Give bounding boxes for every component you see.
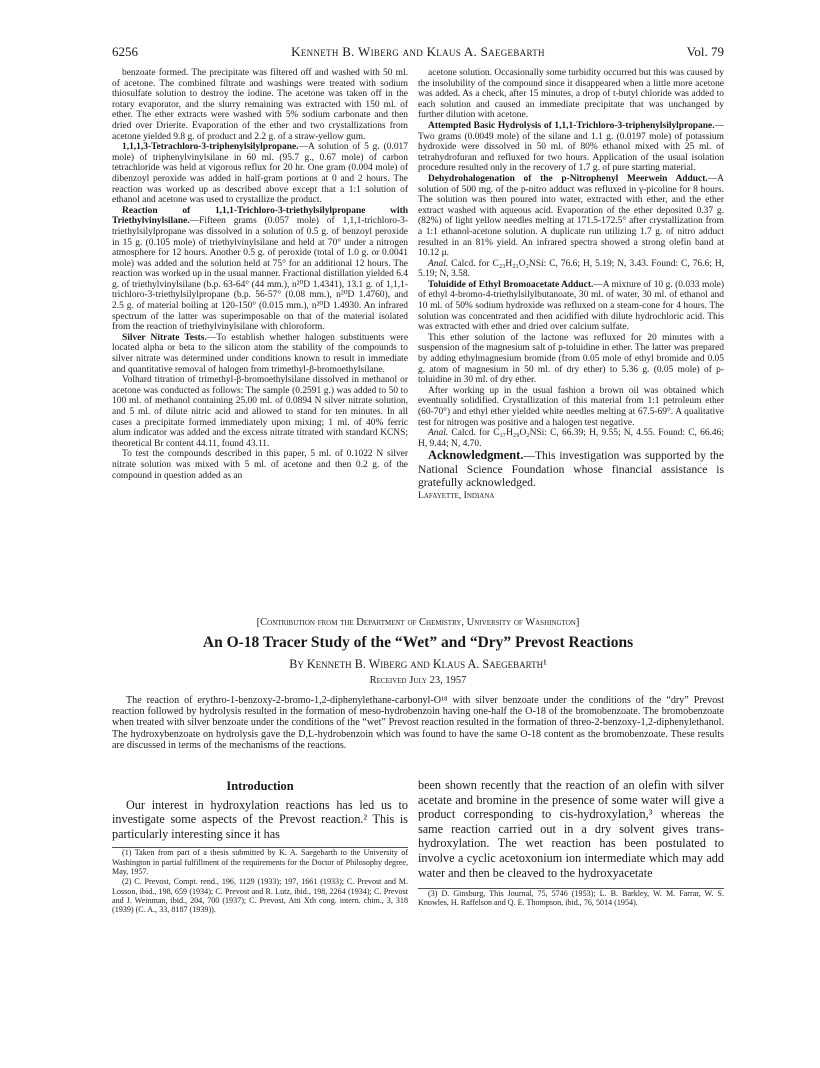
paragraph-text: This ether solution of the lactone was refluxed for 20 minutes with a suspension of the magnesium salt of p-toluidine in ether. The latter was prepared by adding ethylmagnesium bromide (from 0.05 mole of ethyl bromide and 0.05 g. atom of magnesium in 50 ml. of dry ether) to 5.36 g. (0.05 mole) of p-toluidine in 30 ml. of dry ether. bbox=[418, 332, 724, 386]
analysis-label: Anal. bbox=[428, 428, 449, 439]
paragraph-text: Calcd. for C₂₃H₂₁O₂NSi: C, 76.6; H, 5.19; N, 3.43. Found: C, 76.6; H, 5.19; N, 3.58. bbox=[418, 258, 724, 280]
analysis-label: Anal. bbox=[428, 258, 449, 269]
acknowledgment bbox=[418, 449, 724, 489]
volume-label: Vol. 79 bbox=[686, 44, 724, 59]
paragraph bbox=[418, 259, 724, 280]
paragraph bbox=[112, 68, 408, 142]
paragraph bbox=[112, 449, 408, 481]
left-column-bottom bbox=[112, 779, 408, 915]
paragraph-text: Volhard titration of trimethyl-β-bromoethylsilane dissolved in methanol or acetone was conducted as follows: The sample (0.2591 g.) was added to 50 to 100 ml. of methanol containing 25.00 ml. of 0.0894 N silver nitrate solution, and 5 ml. of dilute nitric acid and allowed to stand for ten minutes. In all cases a precipitate formed immediately upon mixing; 1 ml. of 40% ferric alum indicator was added and the excess nitrate titrated with standard KCNS; theoretical Br content 44.11, found 43.11. bbox=[112, 375, 408, 449]
paragraph-text: —A solution of 5 g. (0.017 mole) of triphenylvinylsilane in 60 ml. (95.7 g., 0.67 mole) of carbon tetrachloride was held at vigorous reflux for 20 hr. One gram (0.004 mole) of dibenzoyl peroxide was added in half-gram portions at 0 and 2 hours. The reaction was worked up as described above except that a 1:1 solution of ethanol and acetone was used to crystallize the product. bbox=[112, 142, 408, 206]
running-header bbox=[112, 44, 724, 60]
paragraph-text: benzoate formed. The precipitate was filtered off and washed with 50 ml. of acetone. The combined filtrate and washings were treated with sodium thiosulfate solution to destroy the iodine. The acetone was taken off in the rotary evaporator, and the slurry remaining was extracted with 150 ml. of ether. The ether extracts were washed with 5% sodium carbonate and then dried over Drierite. Evaporation of the ether and two crystallizations from acetone yielded 9.8 g. of product and 2.2 g. of a straw-yellow gum. bbox=[112, 68, 408, 142]
contribution-line: [Contribution from the Department of Chemistry, University of Washington] bbox=[256, 617, 580, 628]
article-title: An O-18 Tracer Study of the “Wet” and “Dry” Prevost Reactions bbox=[202, 634, 634, 651]
run-in-heading: Reaction of 1,1,1-Trichloro-3-triethylsilylpropane with Triethylvinylsilane. bbox=[112, 205, 408, 227]
paragraph bbox=[418, 121, 724, 174]
right-column-bottom bbox=[418, 778, 724, 909]
paragraph bbox=[112, 333, 408, 375]
acknowledgment-text: —This investigation was supported by the National Science Foundation whose financial assistance is gratefully acknowledged. bbox=[418, 449, 724, 489]
paragraph bbox=[418, 386, 724, 428]
paragraph bbox=[418, 280, 724, 333]
footnotes-right bbox=[418, 888, 724, 908]
paragraph bbox=[418, 174, 724, 259]
footnote: (1) Taken from part of a thesis submitted by K. A. Saegebarth to the University of Washington in partial fulfillment of the requirements for the Doctor of Philosophy degree, May, 1957. bbox=[112, 848, 408, 876]
received-date: Received July 23, 1957 bbox=[369, 675, 467, 686]
affiliation-place: Lafayette, Indiana bbox=[418, 490, 495, 502]
right-column-paragraphs bbox=[418, 68, 724, 449]
introduction-left-text: Our interest in hydroxylation reactions has led us to investigate some aspects of the Prevost reaction.² This is particularly interesting since it has bbox=[112, 797, 408, 841]
paragraph-text: To test the compounds described in this paper, 5 ml. of 0.1022 N silver nitrate solution was mixed with 5 ml. of acetone and then 0.2 g. of the compound in question added as an bbox=[112, 449, 408, 481]
abstract-text: The reaction of erythro-1-benzoxy-2-bromo-1,2-diphenylethane-carbonyl-O¹⁸ with silver benzoate under the conditions of the “dry” Prevost reaction followed by hydrolysis resulted in the formation of meso-hydrobenzoin having one-half the O-18 of the bromobenzoate. The bromobenzoate when treated with silver benzoate under the conditions of the “wet” Prevost reaction resulted in the formation of threo-2-benzoxy-1,2-diphenylethanol. The hydroxybenzoate on hydrolysis gave the D,L-hydrobenzoin which was found to have the same O-18 content as the bromobenzoate. These results are discussed in terms of the mechanisms of the reactions. bbox=[112, 695, 724, 751]
paragraph-text: Calcd. for C₁₇H₂₉O₂NSi: C, 66.39; H, 9.55; N, 4.55. Found: C, 66.46; H, 9.44; N, 4.70. bbox=[418, 428, 724, 449]
footnote: (2) C. Prevost, Compt. rend., 196, 1129 (1933); 197, 1661 (1933); C. Prevost and M. Losson, ibid., 198, 659 (1934); C. Prevost and R. Lutz, ibid., 198, 2264 (1934); C. Prevost and J. Weinman, ibid., 204, 700 (1937); C. Prevost, Atti Xth cong. intern. chim., 3, 318 (1939) (C. A., 33, 8187 (1939)). bbox=[112, 877, 408, 915]
introduction-heading: Introduction bbox=[226, 779, 294, 793]
paragraph-text: After working up in the usual fashion a brown oil was obtained which eventually solidified. Crystallization of this material from 1:1 petroleum ether (60-70°) and ethyl ether yielded white needles melting at 67.5-69°. A qualitative test for nitrogen was positive and a halogen test negative. bbox=[418, 385, 724, 428]
paragraph bbox=[418, 428, 724, 449]
right-column-top bbox=[418, 68, 724, 608]
paragraph bbox=[112, 206, 408, 333]
paragraph bbox=[418, 68, 724, 121]
footnotes-left bbox=[112, 847, 408, 914]
paragraph bbox=[112, 375, 408, 449]
paragraph-text: —A solution of 500 mg. of the p-nitro adduct was refluxed in γ-picoline for 8 hours. The solution was then poured into water, extracted with ether, and the ether extract washed with aqueous acid. Evaporation of the ether deposited 0.37 g. (82%) of light yellow needles melting at 171.5-172.5° after crystallization from a 1:1 ethanol-acetone solution. A duplicate run utilizing 1.7 g. of nitro adduct resulted in an 81% yield. An infrared spectra showed a strong olefin band at 10.12 μ. bbox=[418, 173, 724, 259]
introduction-right-text: been shown recently that the reaction of an olefin with silver acetate and bromine in the presence of some water will give a product corresponding to cis-hydroxylation,³ whereas the same reaction carried out in a dry solvent gives trans-hydroxylation. The wet reaction has been postulated to involve a cyclic acetoxonium ion intermediate which may add water and then be cleaved to the hydroxyacetate bbox=[418, 778, 724, 880]
footnote: (3) D. Ginsburg, This Journal, 75, 5746 (1953); L. B. Barkley, W. M. Farrar, W. S. Knowles, H. Raffelson and Q. E. Thompson, ibid., 76, 5014 (1954). bbox=[418, 889, 724, 908]
left-column-top bbox=[112, 68, 408, 608]
paragraph-text: —A mixture of 10 g. (0.033 mole) of ethyl 4-bromo-4-triethylsilylbutanoate, 30 ml. of water, 30 ml. of ethanol and 10 ml. of 50% sodium hydroxide was refluxed on a steam-cone for 4 hours. The solution was concentrated and then acidified with dilute hydrochloric acid. This was extracted with ether and dried over calcium sulfate. bbox=[418, 279, 724, 333]
run-in-heading: Toluidide of Ethyl Bromoacetate Adduct. bbox=[428, 279, 594, 290]
run-in-heading: Silver Nitrate Tests. bbox=[122, 332, 207, 343]
run-in-heading: Dehydrohalogenation of the p-Nitrophenyl Meerwein Adduct. bbox=[428, 173, 708, 184]
run-in-heading: 1,1,1,3-Tetrachloro-3-triphenylsilylpropane. bbox=[122, 142, 299, 153]
acknowledgment-heading: Acknowledgment. bbox=[428, 448, 524, 463]
paragraph-text: —Fifteen grams (0.057 mole) of 1,1,1-trichloro-3-triethylsilylpropane was dissolved in a solution of 0.5 g. of benzoyl peroxide in 15 g. (0.105 mole) of triethylvinylsilane and held at 70° under a nitrogen atmosphere for 12 hours. Another 0.5 g. of peroxide (total of 1.0 g. or 0.0041 mole) was added and the solution held at 75° for an additional 12 hours. The reaction was worked up in the usual manner. Fractional distillation yielded 6.4 g. of triethylvinylsilane (b.p. 63-64° (44 mm.), n²⁰D 1.4341), 13.1 g. of 1,1,1-trichloro-3-triethylsilylpropane (b.p. 56-57° (0.08 mm.), n²⁰D 1.4760), and 2.5 g. of material boiling at 120-150° (0.015 mm.), n²⁰D 1.4930. An infrared spectrum of the latter was superimposable on that of the material isolated from the reaction of triethylvinylsilane with chloroform. bbox=[112, 216, 408, 333]
article-authors: By Kenneth B. Wiberg and Klaus A. Saegebarth¹ bbox=[289, 657, 547, 671]
paragraph-text: —To establish whether halogen substituents were located alpha or beta to the silicon atom the stability of the compounds to silver nitrate was determined under conditions known to result in immediate and quantitative removal of halogen from trimethyl-β-bromoethylsilane. bbox=[112, 332, 409, 375]
paragraph-text: —Two grams (0.0049 mole) of the silane and 1.1 g. (0.0197 mole) of potassium hydroxide were dissolved in 50 ml. of 80% ethanol mixed with 25 ml. of tetrahydrofuran and refluxed for two hours. Application of the usual isolation procedure resulted only in the recovery of 1.7 g. of pure starting material. bbox=[418, 120, 724, 174]
paragraph bbox=[418, 333, 724, 386]
running-head: Kenneth B. Wiberg and Klaus A. Saegebarth bbox=[291, 44, 545, 59]
paragraph-text: acetone solution. Occasionally some turbidity occurred but this was caused by the insolubility of the compound since it disappeared when a little more acetone was added. As a check, after 15 minutes, a drop of t-butyl chloride was added to each solution and caused an immediate precipitate that was unchanged by further dilution with acetone. bbox=[418, 68, 724, 121]
paragraph bbox=[112, 142, 408, 206]
run-in-heading: Attempted Basic Hydrolysis of 1,1,1-Trichloro-3-triphenylsilylpropane. bbox=[428, 120, 715, 131]
page-number: 6256 bbox=[112, 44, 138, 59]
abstract bbox=[112, 695, 724, 751]
